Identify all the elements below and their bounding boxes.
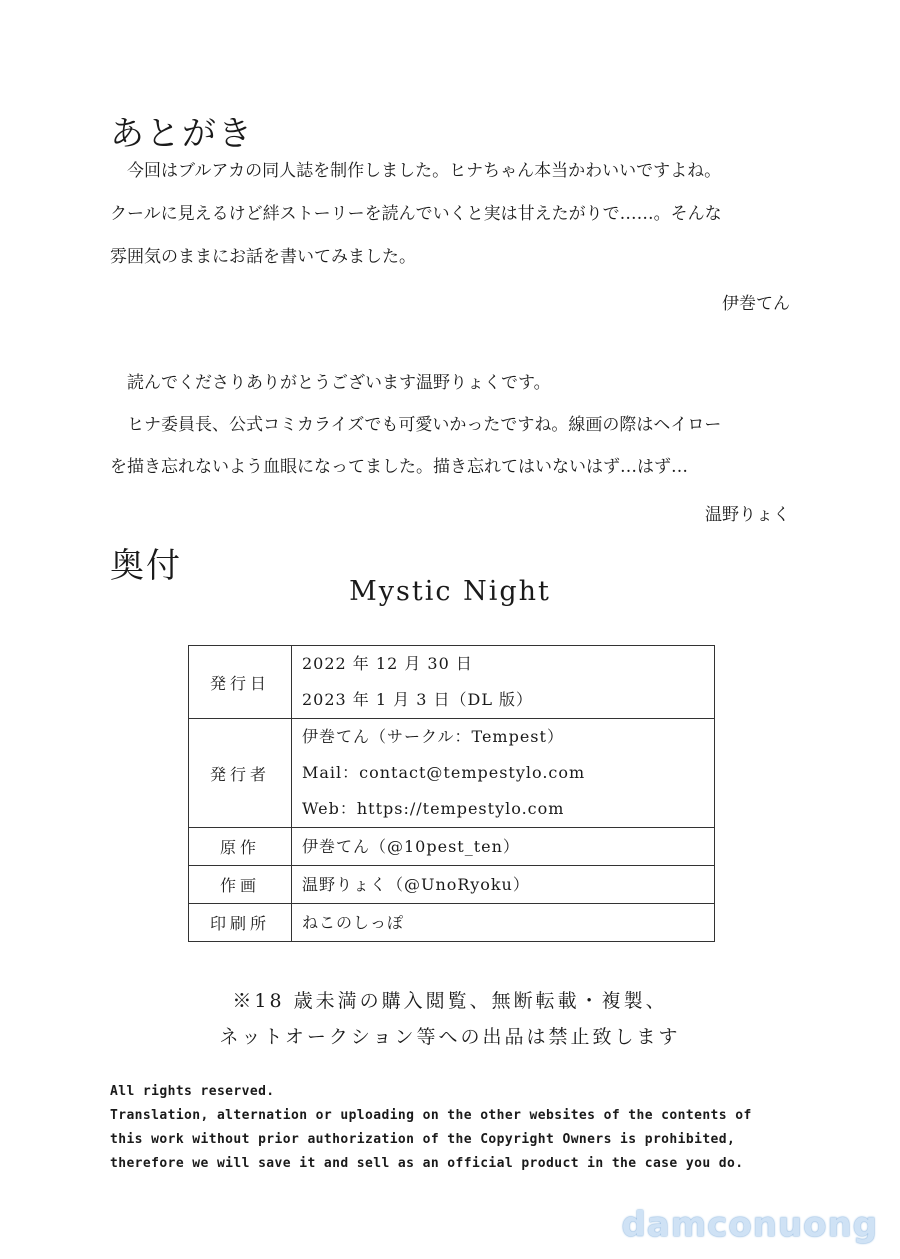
paragraph-line: ヒナ委員長、公式コミカライズでも可愛いかったですね。線画の際はヘイロー [110,415,722,435]
author2-signature: 温野りょく [705,505,790,525]
row-label: 作画 [189,866,292,904]
paragraph-line: 雰囲気のままにお話を書いてみました。 [110,247,416,267]
book-title: Mystic Night [349,576,551,607]
row-value: Web：https://tempestylo.com [302,799,565,818]
rights-line: Translation, alternation or uploading on the other websites of the contents of [110,1108,752,1123]
row-values [292,828,715,866]
notice-line: ネットオークション等への出品は禁止致します [219,1026,681,1048]
author1-signature: 伊巻てん [722,294,790,314]
row-value: 伊巻てん（@10pest_ten） [302,837,520,856]
row-value: 2022 年 12 月 30 日 [302,654,473,673]
row-label: 原作 [189,828,292,866]
rights-line: this work without prior authorization of the Copyright Owners is prohibited, [110,1132,736,1147]
row-values [292,719,715,828]
row-label: 発行者 [189,719,292,828]
row-label: 発行日 [189,646,292,719]
row-values [292,904,715,942]
row-value: ねこのしっぽ [302,913,405,932]
afterword-heading: あとがき [110,114,254,154]
row-value: 温野りょく（@UnoRyoku） [302,875,530,894]
table-row [189,866,715,904]
row-value: 伊巻てん（サークル：Tempest） [302,727,564,746]
row-values [292,866,715,904]
row-values [292,646,715,719]
table-row [189,904,715,942]
colophon-heading: 奥付 [110,546,182,586]
colophon-table [188,645,715,942]
paragraph-line: 読んでくださりありがとうございます温野りょくです。 [110,373,551,393]
paragraph-line: を描き忘れないよう血眼になってました。描き忘れてはいないはず…はず… [110,457,688,477]
row-value: Mail：contact@tempestylo.com [302,763,586,782]
table-row [189,719,715,828]
site-watermark: damconuong [621,1205,878,1245]
age-restriction-notice [0,983,900,1055]
paragraph-line: クールに見えるけど絆ストーリーを読んでいくと実は甘えたがりで……。そんな [110,204,722,224]
table-row [189,828,715,866]
row-label: 印刷所 [189,904,292,942]
notice-line: ※18 歳未満の購入閲覧、無断転載・複製、 [232,990,668,1012]
row-value: 2023 年 1 月 3 日（DL 版） [302,690,534,709]
copyright-notice [110,1080,800,1176]
table-row [189,646,715,719]
rights-line: All rights reserved. [110,1084,275,1099]
rights-line: therefore we will save it and sell as an official product in the case you do. [110,1156,744,1171]
paragraph-line: 今回はブルアカの同人誌を制作しました。ヒナちゃん本当かわいいですよね。 [110,161,722,181]
